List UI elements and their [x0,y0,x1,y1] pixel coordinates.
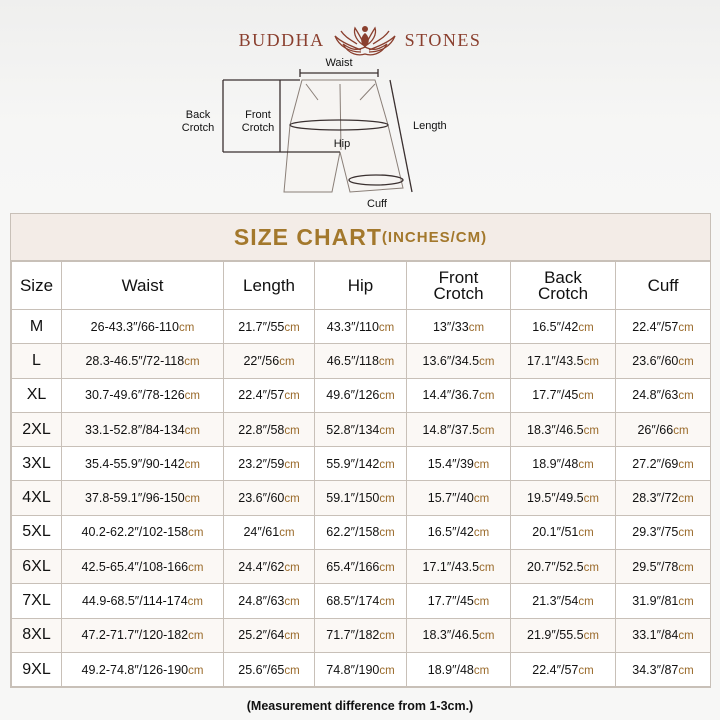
unit-label: cm [379,561,395,574]
column-header-line: Crotch [433,283,484,303]
unit-label: cm [379,390,395,403]
measurement-value: 52.8″/134 [326,422,380,437]
measurement-cell-waist [62,515,224,549]
unit-label: cm [678,596,694,609]
measurement-value: 21.9″/55.5 [527,628,584,643]
unit-label: cm [479,630,495,643]
size-chart-title [11,214,710,261]
measurement-cell-length [224,550,315,584]
measurement-cell-hip [315,515,407,549]
measurement-cell-front-crotch [407,412,511,446]
table-row [12,412,711,446]
unit-label: cm [578,596,594,609]
measurement-cell-length [224,412,315,446]
unit-label: cm [188,527,204,540]
measurement-cell-hip [315,652,407,686]
measurement-cell-back-crotch [511,412,616,446]
measurement-cell-cuff [616,515,711,549]
measurement-cell-cuff [616,310,711,344]
size-label-cell: M [12,310,62,344]
unit-label: cm [184,493,200,506]
measurement-cell-waist [62,344,224,378]
table-row [12,378,711,412]
measurement-cell-front-crotch [407,652,511,686]
diagram-waist-label: Waist [325,57,353,69]
table-row [12,310,711,344]
size-label-cell: 7XL [12,584,62,618]
diagram-front-crotch-label: Crotch [241,122,275,134]
measurement-cell-hip [315,447,407,481]
measurement-cell-front-crotch [407,447,511,481]
measurement-cell-cuff [616,618,711,652]
measurement-value: 46.5″/118 [326,353,379,368]
measurement-value: 22.8″/58 [238,422,285,437]
measurement-value: 22.4″/57 [238,388,285,403]
unit-label: cm [379,596,395,609]
unit-label: cm [284,321,300,334]
unit-label: cm [678,561,694,574]
table-row [12,344,711,378]
column-header-back-crotch [511,262,616,310]
measurement-cell-hip [315,618,407,652]
measurement-cell-waist [62,584,224,618]
measurement-value: 68.5″/174 [326,594,380,609]
measurement-cell-back-crotch [511,481,616,515]
measurement-cell-length [224,344,315,378]
column-header-front-crotch [407,262,511,310]
measurement-cell-cuff [616,584,711,618]
unit-label: cm [184,355,200,368]
unit-label: cm [379,630,395,643]
measurement-value: 28.3″/72 [632,491,679,506]
unit-label: cm [678,390,694,403]
measurement-cell-back-crotch [511,344,616,378]
unit-label: cm [188,561,204,574]
measurement-cell-waist [62,652,224,686]
measurement-value: 21.7″/55 [238,319,285,334]
measurement-value: 18.3″/46.5 [422,628,480,643]
measurement-cell-length [224,447,315,481]
diagram-hip-label: Hip [333,138,351,150]
unit-label: cm [479,355,495,368]
measurement-value: 23.6″/60 [238,491,285,506]
measurement-value: 18.9″/48 [532,456,579,471]
column-header-line: Crotch [537,283,589,303]
unit-label: cm [284,561,300,574]
unit-label: cm [284,493,300,506]
measurement-cell-back-crotch [511,378,616,412]
measurement-value: 43.3″/110 [326,319,379,334]
measurement-cell-front-crotch [407,515,511,549]
unit-label: cm [279,527,295,540]
measurement-cell-length [224,618,315,652]
unit-label: cm [678,630,694,643]
measurement-value: 34.3″/87 [632,662,679,677]
measurement-value: 24.4″/62 [238,559,285,574]
measurement-value: 74.8″/190 [326,662,380,677]
unit-label: cm [284,390,300,403]
measurement-value: 55.9″/142 [326,456,380,471]
unit-label: cm [279,355,295,368]
measurement-cell-hip [315,344,407,378]
measurement-cell-waist [62,550,224,584]
measurement-cell-back-crotch [511,515,616,549]
column-header-waist: Waist [62,262,224,310]
table-row [12,550,711,584]
unit-label: cm [473,527,490,540]
measurement-cell-cuff [616,412,711,446]
unit-label: cm [678,493,694,506]
measurement-value: 13.6″/34.5 [422,353,480,368]
measurement-value: 17.1″/43.5 [422,559,480,574]
unit-label: cm [473,458,490,471]
measurement-cell-back-crotch [511,447,616,481]
measurement-value: 24″/61 [243,525,280,540]
size-table [11,261,711,687]
table-row [12,618,711,652]
measurement-value: 17.7″/45 [427,594,474,609]
measurement-value: 16.5″/42 [427,525,474,540]
unit-label: cm [184,424,200,437]
unit-label: cm [284,596,300,609]
measurement-value: 40.2-62.2″/102-158 [81,525,189,540]
unit-label: cm [284,664,300,677]
measurement-cell-front-crotch [407,584,511,618]
measurement-cell-front-crotch [407,618,511,652]
size-label-cell: 4XL [12,481,62,515]
measurement-value: 49.6″/126 [326,388,380,403]
unit-label: cm [578,458,594,471]
table-row [12,447,711,481]
measurement-cell-front-crotch [407,481,511,515]
measurement-value: 23.6″/60 [632,353,679,368]
measurement-cell-length [224,310,315,344]
measurement-value: 35.4-55.9″/90-142 [85,456,185,471]
unit-label: cm [678,458,694,471]
measurement-cell-waist [62,618,224,652]
size-label-cell: 8XL [12,618,62,652]
unit-label: cm [284,458,300,471]
unit-label: cm [678,527,694,540]
unit-label: cm [188,664,204,677]
measurement-value: 18.3″/46.5 [527,422,584,437]
measurement-cell-front-crotch [407,310,511,344]
unit-label: cm [583,630,599,643]
column-header-line: Back [544,267,582,287]
measurement-value: 17.7″/45 [532,388,579,403]
table-row [12,515,711,549]
unit-label: cm [578,664,594,677]
unit-label: cm [473,493,490,506]
column-header-cuff: Cuff [616,262,711,310]
column-header-hip: Hip [315,262,407,310]
measurement-value: 24.8″/63 [238,594,285,609]
measurement-value: 22.4″/57 [532,662,579,677]
measurement-cell-back-crotch [511,652,616,686]
column-header-line: Front [438,267,479,287]
unit-label: cm [178,321,195,334]
unit-label: cm [678,321,694,334]
measurement-value: 24.8″/63 [632,388,679,403]
brand-left-word: BUDDHA [238,29,325,50]
measurement-value: 31.9″/81 [632,594,679,609]
unit-label: cm [284,424,300,437]
measurement-value: 28.3-46.5″/72-118 [85,353,185,368]
measurement-value: 26″/66 [637,422,674,437]
diagram-length-label: Length [413,120,447,132]
measurement-cell-cuff [616,378,711,412]
size-label-cell: 2XL [12,412,62,446]
unit-label: cm [583,355,599,368]
diagram-back-crotch-label: Crotch [181,122,215,134]
measurement-value: 30.7-49.6″/78-126 [85,388,185,403]
unit-label: cm [479,561,495,574]
measurement-value: 59.1″/150 [326,491,380,506]
measurement-cell-hip [315,412,407,446]
size-chart-title-units: (INCHES/CM) [381,228,488,246]
unit-label: cm [184,458,200,471]
measurement-value: 44.9-68.5″/114-174 [81,594,188,609]
unit-label: cm [379,458,395,471]
measurement-cell-length [224,378,315,412]
unit-label: cm [479,424,495,437]
measurement-value: 16.5″/42 [532,319,579,334]
measurement-value: 20.1″/51 [532,525,579,540]
measurement-cell-waist [62,481,224,515]
diagram-front-label: Front [245,109,271,121]
measurement-cell-length [224,652,315,686]
measurement-cell-length [224,481,315,515]
unit-label: cm [379,424,395,437]
measurement-value: 18.9″/48 [427,662,474,677]
measurement-cell-cuff [616,344,711,378]
unit-label: cm [284,630,300,643]
column-header-size: Size [12,262,62,310]
measurement-value: 22″/56 [243,353,280,368]
table-row [12,481,711,515]
measurement-value: 19.5″/49.5 [527,491,584,506]
measurement-cell-cuff [616,652,711,686]
column-header-length: Length [224,262,315,310]
unit-label: cm [378,355,395,368]
size-table-body [12,310,711,687]
measurement-value: 42.5-65.4″/108-166 [81,559,189,574]
size-label-cell: 5XL [12,515,62,549]
measurement-value: 33.1″/84 [632,628,679,643]
measurement-value: 15.4″/39 [427,456,474,471]
measurement-cell-waist [62,378,224,412]
unit-label: cm [673,424,689,437]
measurement-cell-waist [62,310,224,344]
measurement-cell-hip [315,310,407,344]
measurement-value: 26-43.3″/66-110 [90,319,179,334]
measurement-value: 20.7″/52.5 [527,559,584,574]
measurement-value: 15.7″/40 [427,491,474,506]
unit-label: cm [578,527,594,540]
measurement-footnote: (Measurement difference from 1-3cm.) [246,699,474,713]
measurement-cell-front-crotch [407,378,511,412]
measurement-value: 49.2-74.8″/126-190 [81,662,189,677]
measurement-cell-waist [62,447,224,481]
unit-label: cm [473,664,490,677]
measurement-cell-front-crotch [407,550,511,584]
size-label-cell: XL [12,378,62,412]
measurement-value: 23.2″/59 [238,456,285,471]
measurement-cell-length [224,584,315,618]
size-label-cell: 3XL [12,447,62,481]
unit-label: cm [468,321,485,334]
unit-label: cm [379,527,395,540]
measurement-cell-hip [315,550,407,584]
size-label-cell: L [12,344,62,378]
unit-label: cm [583,424,599,437]
measurement-value: 25.2″/64 [238,628,285,643]
diagram-back-label: Back [185,109,211,121]
measurement-value: 22.4″/57 [632,319,679,334]
shorts-measurement-diagram [0,0,720,210]
unit-label: cm [184,390,200,403]
measurement-cell-back-crotch [511,550,616,584]
size-label-cell: 9XL [12,652,62,686]
unit-label: cm [188,630,204,643]
unit-label: cm [473,596,490,609]
unit-label: cm [379,493,395,506]
measurement-value: 29.3″/75 [632,525,679,540]
unit-label: cm [678,664,694,677]
brand-right-word: STONES [404,29,482,50]
unit-label: cm [583,493,599,506]
measurement-cell-cuff [616,481,711,515]
measurement-value: 65.4″/166 [326,559,380,574]
table-row [12,652,711,686]
measurement-value: 14.4″/36.7 [422,388,480,403]
measurement-value: 27.2″/69 [632,456,679,471]
measurement-value: 14.8″/37.5 [422,422,480,437]
unit-label: cm [578,390,594,403]
unit-label: cm [379,664,395,677]
size-label-cell: 6XL [12,550,62,584]
size-table-header-row [12,262,711,310]
measurement-value: 17.1″/43.5 [527,353,584,368]
measurement-value: 13″/33 [432,319,469,334]
measurement-cell-hip [315,584,407,618]
table-row [12,584,711,618]
unit-label: cm [378,321,395,334]
measurement-cell-hip [315,481,407,515]
measurement-cell-back-crotch [511,618,616,652]
unit-label: cm [479,390,495,403]
unit-label: cm [578,321,594,334]
measurement-value: 62.2″/158 [326,525,380,540]
unit-label: cm [187,596,203,609]
measurement-cell-cuff [616,550,711,584]
measurement-cell-front-crotch [407,344,511,378]
unit-label: cm [583,561,599,574]
size-chart [10,213,711,688]
size-chart-title-main: SIZE CHART [233,223,382,250]
measurement-cell-back-crotch [511,584,616,618]
measurement-value: 37.8-59.1″/96-150 [85,491,185,506]
unit-label: cm [678,355,694,368]
measurement-cell-hip [315,378,407,412]
diagram-cuff-label: Cuff [367,198,387,210]
measurement-value: 47.2-71.7″/120-182 [81,628,189,643]
measurement-cell-waist [62,412,224,446]
measurement-cell-back-crotch [511,310,616,344]
measurement-value: 25.6″/65 [238,662,285,677]
measurement-value: 33.1-52.8″/84-134 [85,422,185,437]
measurement-value: 71.7″/182 [326,628,380,643]
measurement-value: 21.3″/54 [532,594,579,609]
measurement-cell-length [224,515,315,549]
measurement-cell-cuff [616,447,711,481]
measurement-value: 29.5″/78 [632,559,679,574]
